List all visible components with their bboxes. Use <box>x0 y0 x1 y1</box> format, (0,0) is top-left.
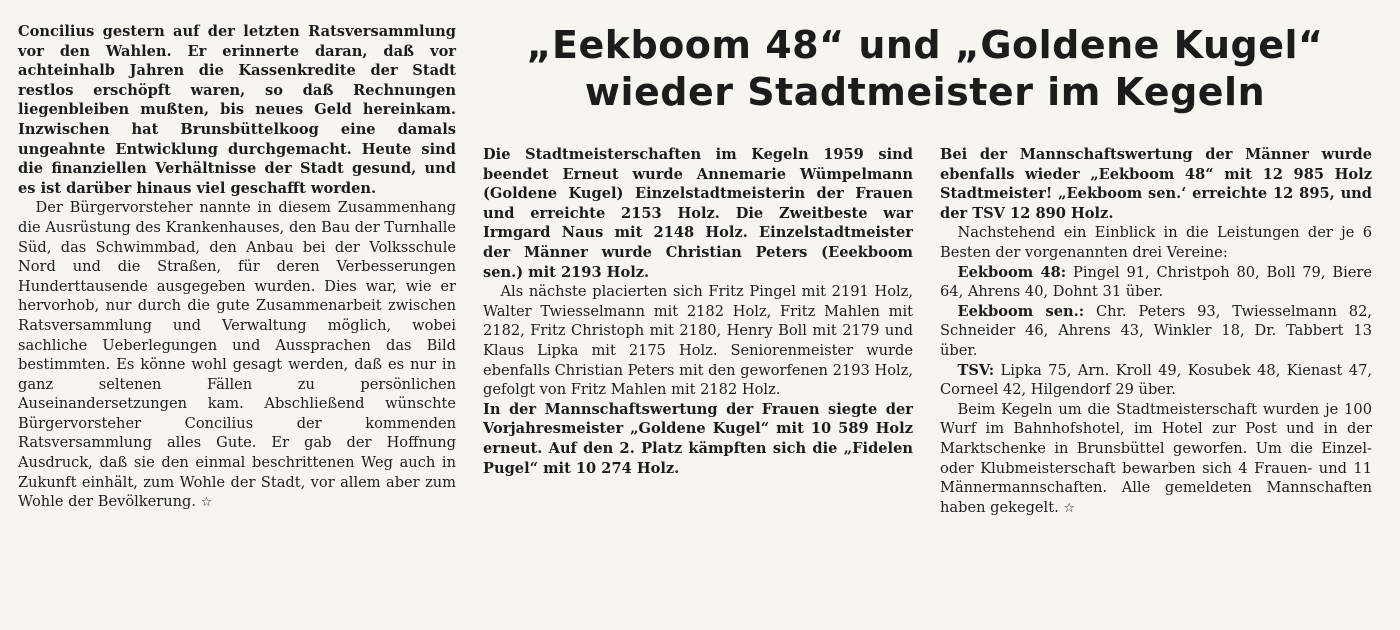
team-result-eekboom-sen <box>940 302 1372 361</box>
left-lead-paragraph: Concilius gestern auf der letzten Ratsversammlung vor den Wahlen. Er erinnerte daran, daß vor achteinhalb Jahren die Kassenkredite der Stadt restlos erschöpft waren, so daß Rechnungen liegenbleiben mußten, bis neues Geld hereinkam. Inzwischen hat Brunsbüttelkoog eine damals ungeahnte Entwicklung durchgemacht. Heute sind die finanziellen Verhältnisse der Stadt gesund, und es ist darüber hinaus viel geschafft worden. <box>18 23 456 197</box>
right-article-column <box>940 145 1372 518</box>
right-intro-paragraph: Nachstehend ein Einblick in die Leistungen der je 6 Besten der vorgenannten drei Vereine: <box>940 224 1372 261</box>
team-result-tsv <box>940 361 1372 400</box>
team-scores: Chr. Peters 93, Twiesselmann 82, Schneider 46, Ahrens 43, Winkler 18, Dr. Tabbert 13 über. <box>940 302 1372 359</box>
headline-line-1: „Eekboom 48“ und „Goldene Kugel“ <box>526 23 1324 67</box>
headline-line-2: wieder Stadtmeister im Kegeln <box>584 70 1266 114</box>
left-body-text: Der Bürgervorsteher nannte in diesem Zusammenhang die Ausrüstung des Krankenhauses, den Bau der Turnhalle Süd, das Schwimmbad, den Anbau bei der Volksschule Nord und die Straßen, für deren Verbesserungen Hunderttausende ausgegeben wurden. Dies war, wie er hervorhob, nur durch die gute Zusammenarbeit zwischen Ratsversammlung und Verwaltung möglich, wobei sachliche Ueberlegungen und Aussprachen das Bild bestimmten. Es könne wohl gesagt werden, daß es nur in ganz seltenen Fällen zu persönlichen Auseinandersetzungen kam. Abschließend wünschte Bürgervorsteher Concilius der kommenden Ratsversammlung alles Gute. Er gab der Hoffnung Ausdruck, daß sie den einmal beschrittenen Weg auch in Zukunft einhält, zum Wohle der Stadt, vor allem aber zum Wohle der Bevölkerung. <box>18 199 456 511</box>
team-name: Eekboom sen.: <box>957 302 1085 320</box>
team-scores: Lipka 75, Arn. Kroll 49, Kosubek 48, Kienast 47, Corneel 42, Hilgendorf 29 über. <box>940 361 1372 399</box>
middle-body-paragraph: Als nächste placierten sich Fritz Pingel mit 2191 Holz, Walter Twiesselmann mit 2182 Holz, Fritz Mahlen mit 2182, Fritz Christoph mit 2180, Henry Boll mit 2179 und Klaus Lipka mit 2175 Holz. Seniorenmeister wurde ebenfalls Christian Peters mit den geworfenen 2193 Holz, gefolgt von Fritz Mahlen mit 2182 Holz. <box>483 283 913 399</box>
right-lead-paragraph: Bei der Mannschaftswertung der Männer wurde ebenfalls wieder „Eekboom 48“ mit 12 985 Holz Stadtmeister! „Eekboom sen.‘ erreichte 12 895, und der TSV 12 890 Holz. <box>940 146 1372 222</box>
middle-article-column <box>483 145 913 478</box>
team-scores: Pingel 91, Christpoh 80, Boll 79, Biere 64, Ahrens 40, Dohnt 31 über. <box>940 263 1372 301</box>
end-star-icon: ☆ <box>200 495 213 511</box>
article-headline <box>470 22 1380 116</box>
middle-closing-paragraph: In der Mannschaftswertung der Frauen siegte der Vorjahresmeister „Goldene Kugel“ mit 10 589 Holz erneut. Auf den 2. Platz kämpften sich die „Fidelen Pugel“ mit 10 274 Holz. <box>483 400 913 477</box>
right-closing-paragraph <box>940 400 1372 519</box>
middle-lead-paragraph: Die Stadtmeisterschaften im Kegeln 1959 sind beendet Erneut wurde Annemarie Wümpelmann (Goldene Kugel) Einzelstadtmeisterin der Frauen und erreichte 2153 Holz. Die Zweitbeste war Irmgard Naus mit 2148 Holz. Einzelstadtmeister der Männer wurde Christian Peters (Eeekboom sen.) mit 2193 Holz. <box>483 146 913 281</box>
right-closing-text: Beim Kegeln um die Stadtmeisterschaft wurden je 100 Wurf im Bahnhofshotel, im Hotel zur Post und in der Marktschenke in Brunsbüttel geworfen. Um die Einzel- oder Klubmeisterschaft bewarben sich 4 Frauen- und 11 Männermannschaften. Alle gemeldeten Mannschaften haben gekegelt. <box>940 400 1372 516</box>
end-star-icon: ☆ <box>1063 500 1076 516</box>
left-article-column <box>18 22 456 513</box>
team-name: Eekboom 48: <box>957 263 1067 281</box>
team-name: TSV: <box>957 361 995 379</box>
team-result-eekboom-48 <box>940 263 1372 302</box>
left-body-paragraph <box>18 198 456 513</box>
